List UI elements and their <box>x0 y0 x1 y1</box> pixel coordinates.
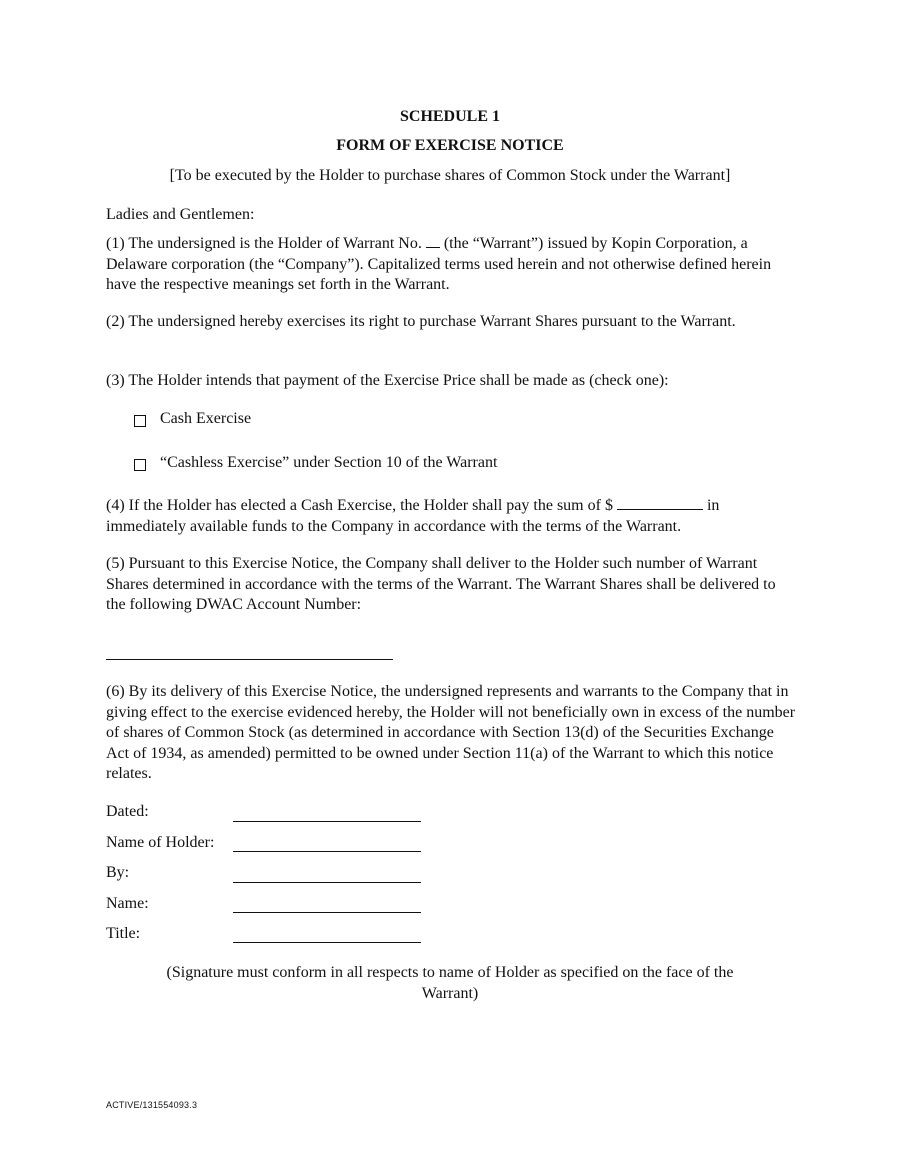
paragraph-6: (6) By its delivery of this Exercise Notice, the undersigned represents and warrants to the Company that in giving effect to the exercise evidenced hereby, the Holder will not beneficially own in excess of the number of shares of Common Stock (as determined in accordance with Section 13(d) of the Securities Exchange Act of 1934, as amended) permitted to be owned under Section 11(a) of the Warrant to which this notice relates. <box>106 683 796 782</box>
signature-note-line-2: Warrant) <box>421 985 479 1002</box>
cash-amount-blank[interactable] <box>617 495 703 510</box>
name-line[interactable] <box>233 912 421 913</box>
form-subtitle: [To be executed by the Holder to purchase shares of Common Stock under the Warrant] <box>169 167 731 184</box>
salutation: Ladies and Gentlemen: <box>106 206 255 223</box>
paragraph-4 <box>106 495 796 537</box>
paragraph-4-text-a: (4) If the Holder has elected a Cash Exercise, the Holder shall pay the sum of $ <box>106 497 617 514</box>
dated-line[interactable] <box>233 821 421 822</box>
option-cashless-exercise[interactable] <box>134 454 497 472</box>
document-id-footer: ACTIVE/131554093.3 <box>106 1100 198 1110</box>
schedule-heading: SCHEDULE 1 <box>399 108 501 125</box>
paragraph-3: (3) The Holder intends that payment of the Exercise Price shall be made as (check one): <box>106 372 669 389</box>
checkbox-cashless-exercise[interactable] <box>134 459 146 471</box>
checkbox-cash-exercise[interactable] <box>134 415 146 427</box>
dwac-account-line[interactable] <box>106 659 393 660</box>
paragraph-1-text-b: (the “Warrant”) issued by Kopin Corporation, a Delaware corporation (the “Company”). Capitalized terms used herein and not otherwise defined herein have the respective meanings set forth in the Warrant. <box>106 235 772 293</box>
name-of-holder-line[interactable] <box>233 851 421 852</box>
by-label: By: <box>106 864 130 881</box>
by-line[interactable] <box>233 882 421 883</box>
option-cashless-exercise-label: “Cashless Exercise” under Section 10 of the Warrant <box>160 454 498 471</box>
paragraph-1-text-a: (1) The undersigned is the Holder of Warrant No. <box>106 235 426 252</box>
signature-note-line-1: (Signature must conform in all respects to name of Holder as specified on the face of the <box>166 964 734 981</box>
warrant-number-blank[interactable] <box>426 233 440 248</box>
form-title: FORM OF EXERCISE NOTICE <box>336 137 564 154</box>
paragraph-2: (2) The undersigned hereby exercises its right to purchase Warrant Shares pursuant to the Warrant. <box>106 313 736 330</box>
option-cash-exercise-label: Cash Exercise <box>160 410 252 427</box>
paragraph-5: (5) Pursuant to this Exercise Notice, the Company shall deliver to the Holder such number of Warrant Shares determined in accordance with the terms of the Warrant. The Warrant Shares shall be delivered to the following DWAC Account Number: <box>106 555 776 613</box>
paragraph-1 <box>106 233 796 296</box>
paragraph-4-text-b: in immediately available funds to the Company in accordance with the terms of the Warrant. <box>106 497 720 535</box>
name-of-holder-label: Name of Holder: <box>106 834 215 851</box>
title-label: Title: <box>106 925 141 942</box>
option-cash-exercise[interactable] <box>134 410 251 428</box>
title-line[interactable] <box>233 942 421 943</box>
dated-label: Dated: <box>106 803 149 820</box>
name-label: Name: <box>106 895 149 912</box>
